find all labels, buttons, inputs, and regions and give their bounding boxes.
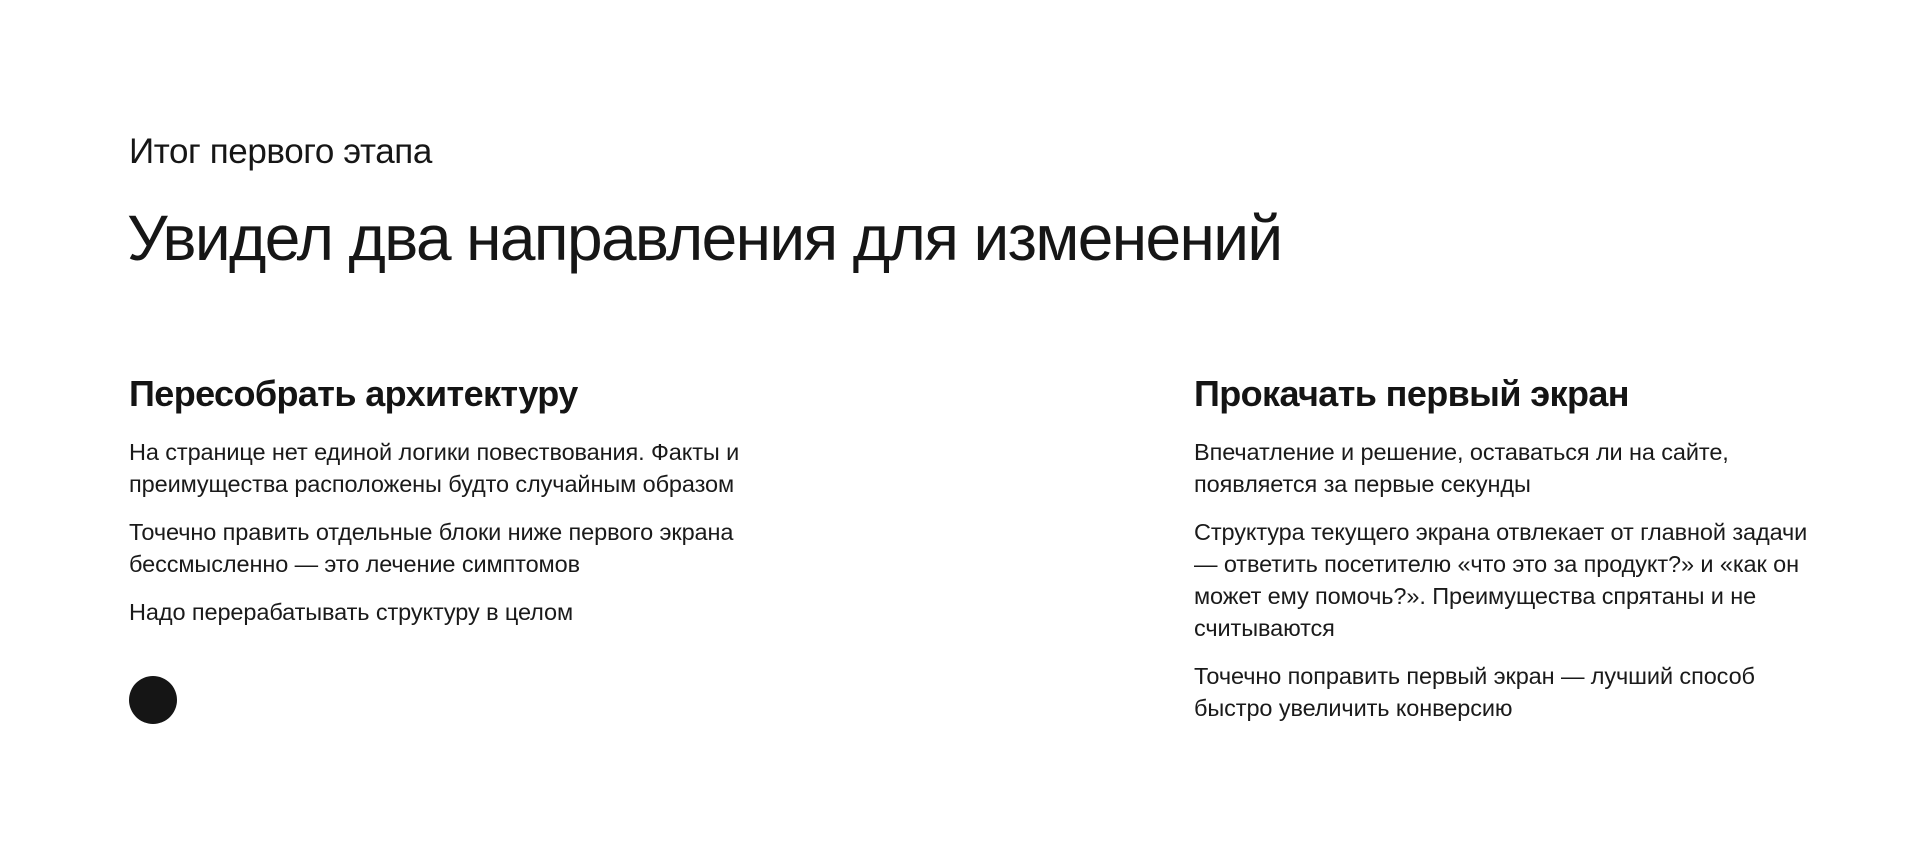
column-paragraph: На странице нет единой логики повествования. Факты и преимущества расположены будто случайным образом bbox=[129, 439, 740, 497]
column-title: Пересобрать архитектуру bbox=[129, 373, 578, 414]
section-eyebrow: Итог первого этапа bbox=[129, 132, 432, 171]
filled-circle-icon bbox=[129, 676, 177, 724]
column-paragraph: Надо перерабатывать структуру в целом bbox=[129, 599, 574, 625]
column-title: Прокачать первый экран bbox=[1194, 373, 1629, 414]
column-paragraph: Впечатление и решение, оставаться ли на сайте, появляется за первые секунды bbox=[1194, 439, 1729, 497]
column-paragraph: Структура текущего экрана отвлекает от главной задачи — ответить посетителю «что это за продукт?» и «как он может ему помочь?». Преимущества спрятаны и не считываются bbox=[1194, 519, 1808, 641]
column-paragraph: Точечно поправить первый экран — лучший способ быстро увеличить конверсию bbox=[1194, 663, 1755, 721]
column-first-screen bbox=[1194, 372, 1874, 740]
page-title: Увидел два направления для изменений bbox=[127, 202, 1282, 274]
column-paragraph: Точечно править отдельные блоки ниже первого экрана бессмысленно — это лечение симптомов bbox=[129, 519, 734, 577]
column-architecture bbox=[129, 372, 809, 644]
